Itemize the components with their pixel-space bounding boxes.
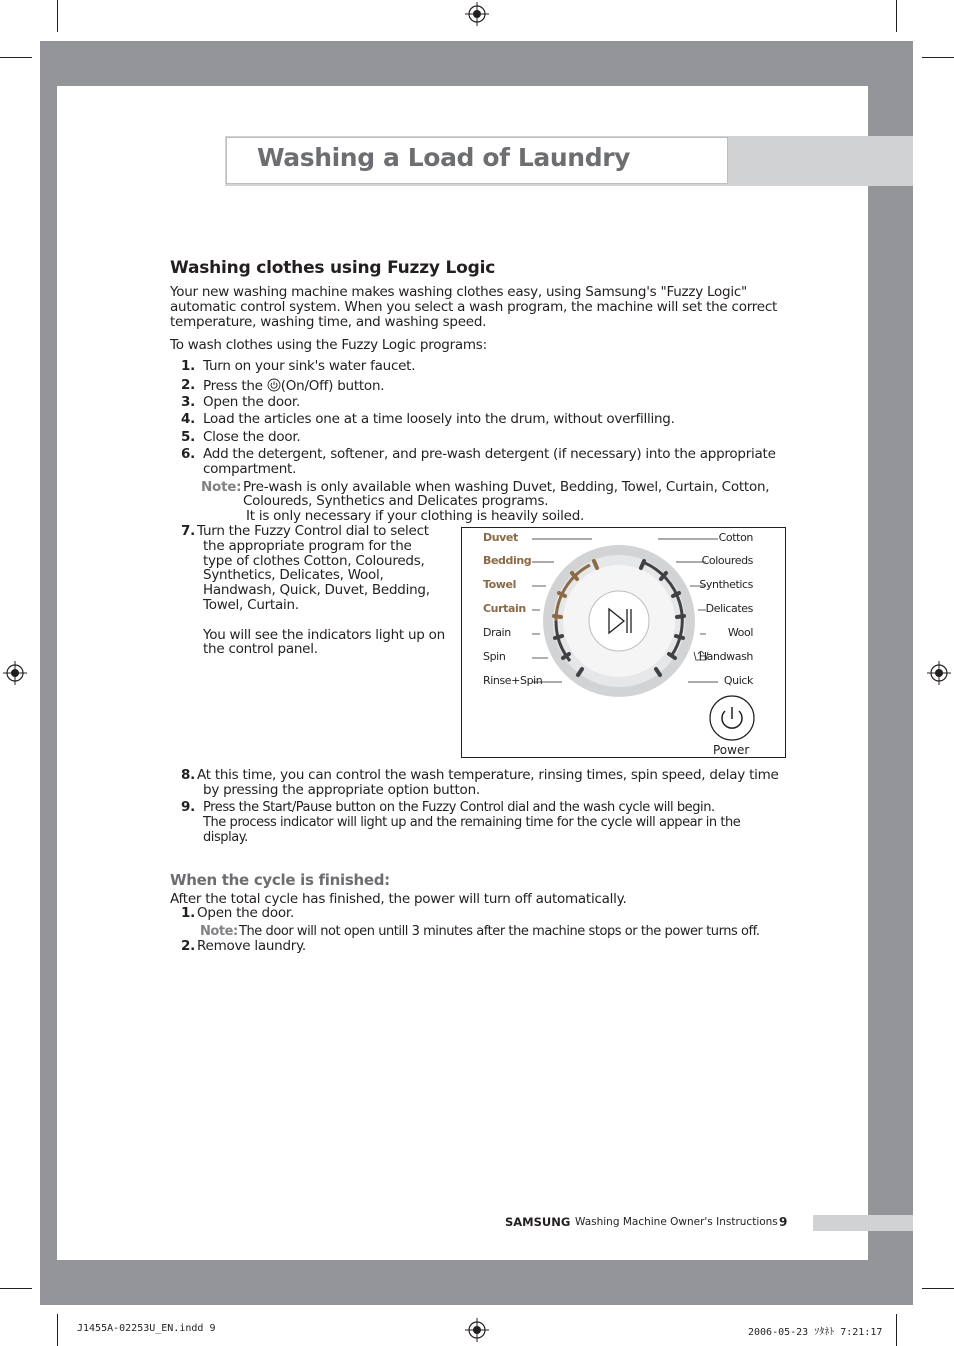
note-label: Note: — [200, 924, 238, 939]
slug-filename: J1455A-02253U_EN.indd 9 — [77, 1323, 216, 1334]
dial-label: Wool — [727, 626, 753, 639]
step-number: 6. — [181, 446, 196, 462]
registration-mark-icon — [465, 1318, 489, 1342]
page-title: Washing a Load of Laundry — [257, 143, 631, 172]
step-text-post: (On/Off) button. — [280, 378, 385, 394]
crop-mark — [896, 0, 897, 32]
step-text: Turn the Fuzzy Control dial to select — [197, 523, 429, 539]
step-text: Handwash, Quick, Duvet, Bedding, — [203, 582, 430, 598]
footer-doc-title: Washing Machine Owner's Instructions — [575, 1216, 778, 1228]
footer-brand: SAMSUNG — [505, 1215, 571, 1229]
crop-mark — [57, 1314, 58, 1346]
dial-label: Quick — [723, 674, 753, 687]
step-text: display. — [203, 830, 248, 845]
step-text: Add the detergent, softener, and pre-wash detergent (if necessary) into the appropriate — [203, 446, 776, 462]
step-number: 8. — [181, 767, 196, 783]
step-number: 3. — [181, 394, 196, 410]
dial-label: Drain — [483, 626, 511, 639]
step-text: the appropriate program for the — [203, 538, 412, 554]
step-number: 4. — [181, 411, 196, 427]
step-text: Load the articles one at a time loosely into the drum, without overfilling. — [203, 411, 675, 427]
step-text: Close the door. — [203, 429, 301, 445]
step-number: 1. — [181, 905, 196, 921]
registration-mark-icon — [3, 661, 27, 685]
dial-label: Coloureds — [701, 554, 753, 567]
dial-label: Rinse+Spin — [483, 674, 543, 687]
crop-mark — [0, 57, 32, 58]
dial-label: Curtain — [483, 602, 526, 615]
control-panel-illustration — [461, 527, 786, 758]
power-icon — [267, 378, 281, 392]
dial-label: Duvet — [483, 531, 518, 544]
step-text — [203, 378, 384, 394]
section-heading: Washing clothes using Fuzzy Logic — [170, 258, 496, 278]
section-text: After the total cycle has finished, the power will turn off automatically. — [170, 891, 627, 907]
step-text: At this time, you can control the wash temperature, rinsing times, spin speed, delay time — [197, 767, 779, 783]
frame-bottom — [40, 1260, 913, 1305]
note-text: The door will not open untill 3 minutes after the machine stops or the power turns off. — [239, 924, 760, 939]
dial-label: Delicates — [705, 602, 753, 615]
crop-mark — [896, 1314, 897, 1346]
step-number: 1. — [181, 358, 196, 374]
page-number: 9 — [779, 1215, 788, 1229]
dial-label: Synthetics — [699, 578, 753, 591]
step-number: 9. — [181, 799, 196, 815]
step-text: type of clothes Cotton, Coloureds, — [203, 553, 425, 569]
footer-bar — [813, 1215, 913, 1231]
step-text: by pressing the appropriate option button. — [203, 782, 480, 798]
frame-right — [868, 86, 913, 1260]
dial-label: Handwash — [698, 650, 753, 663]
registration-mark-icon — [927, 661, 951, 685]
step-text: You will see the indicators light up on — [203, 627, 445, 643]
note-text: Pre-wash is only available when washing Duvet, Bedding, Towel, Curtain, Cotton, — [243, 479, 770, 495]
intro-line: automatic control system. When you select a wash program, the machine will set the correct — [170, 299, 778, 315]
step-text-pre: Press the — [203, 378, 267, 394]
step-text: Towel, Curtain. — [203, 597, 299, 613]
step-text: The process indicator will light up and the remaining time for the cycle will appear in the — [203, 815, 741, 830]
power-label: Power — [713, 743, 750, 757]
crop-mark — [922, 57, 954, 58]
step-text: compartment. — [203, 461, 297, 477]
crop-mark — [0, 1288, 32, 1289]
step-text: the control panel. — [203, 641, 318, 657]
step-text: Remove laundry. — [197, 938, 306, 954]
lead-text: To wash clothes using the Fuzzy Logic programs: — [170, 337, 487, 353]
crop-mark — [922, 1288, 954, 1289]
step-text: Press the Start/Pause button on the Fuzzy Control dial and the wash cycle will begin. — [203, 800, 715, 815]
step-number: 7. — [181, 523, 196, 539]
frame-left — [40, 41, 57, 1305]
step-text: Turn on your sink's water faucet. — [203, 358, 416, 374]
dial-label: Bedding — [483, 554, 532, 567]
step-text: Synthetics, Delicates, Wool, — [203, 567, 384, 583]
step-number: 5. — [181, 429, 196, 445]
step-number: 2. — [181, 938, 196, 954]
dial-label: Cotton — [718, 531, 753, 544]
dial-label: Towel — [483, 578, 516, 591]
step-text: Open the door. — [197, 905, 294, 921]
note-label: Note: — [201, 479, 242, 495]
slug-date: 2006-05-23 ｿﾀﾈﾄ 7:21:17 — [748, 1327, 883, 1338]
crop-mark — [57, 0, 58, 32]
dial-label: Spin — [483, 650, 506, 663]
intro-line: temperature, washing time, and washing speed. — [170, 314, 487, 330]
step-number: 2. — [181, 377, 196, 393]
section-heading: When the cycle is finished: — [170, 871, 390, 889]
step-text: Open the door. — [203, 394, 300, 410]
note-text: Coloureds, Synthetics and Delicates programs. — [243, 493, 549, 509]
frame-top — [40, 41, 913, 86]
note-text: It is only necessary if your clothing is heavily soiled. — [246, 508, 585, 524]
intro-line: Your new washing machine makes washing clothes easy, using Samsung's "Fuzzy Logic" — [170, 284, 747, 300]
registration-mark-icon — [465, 2, 489, 26]
